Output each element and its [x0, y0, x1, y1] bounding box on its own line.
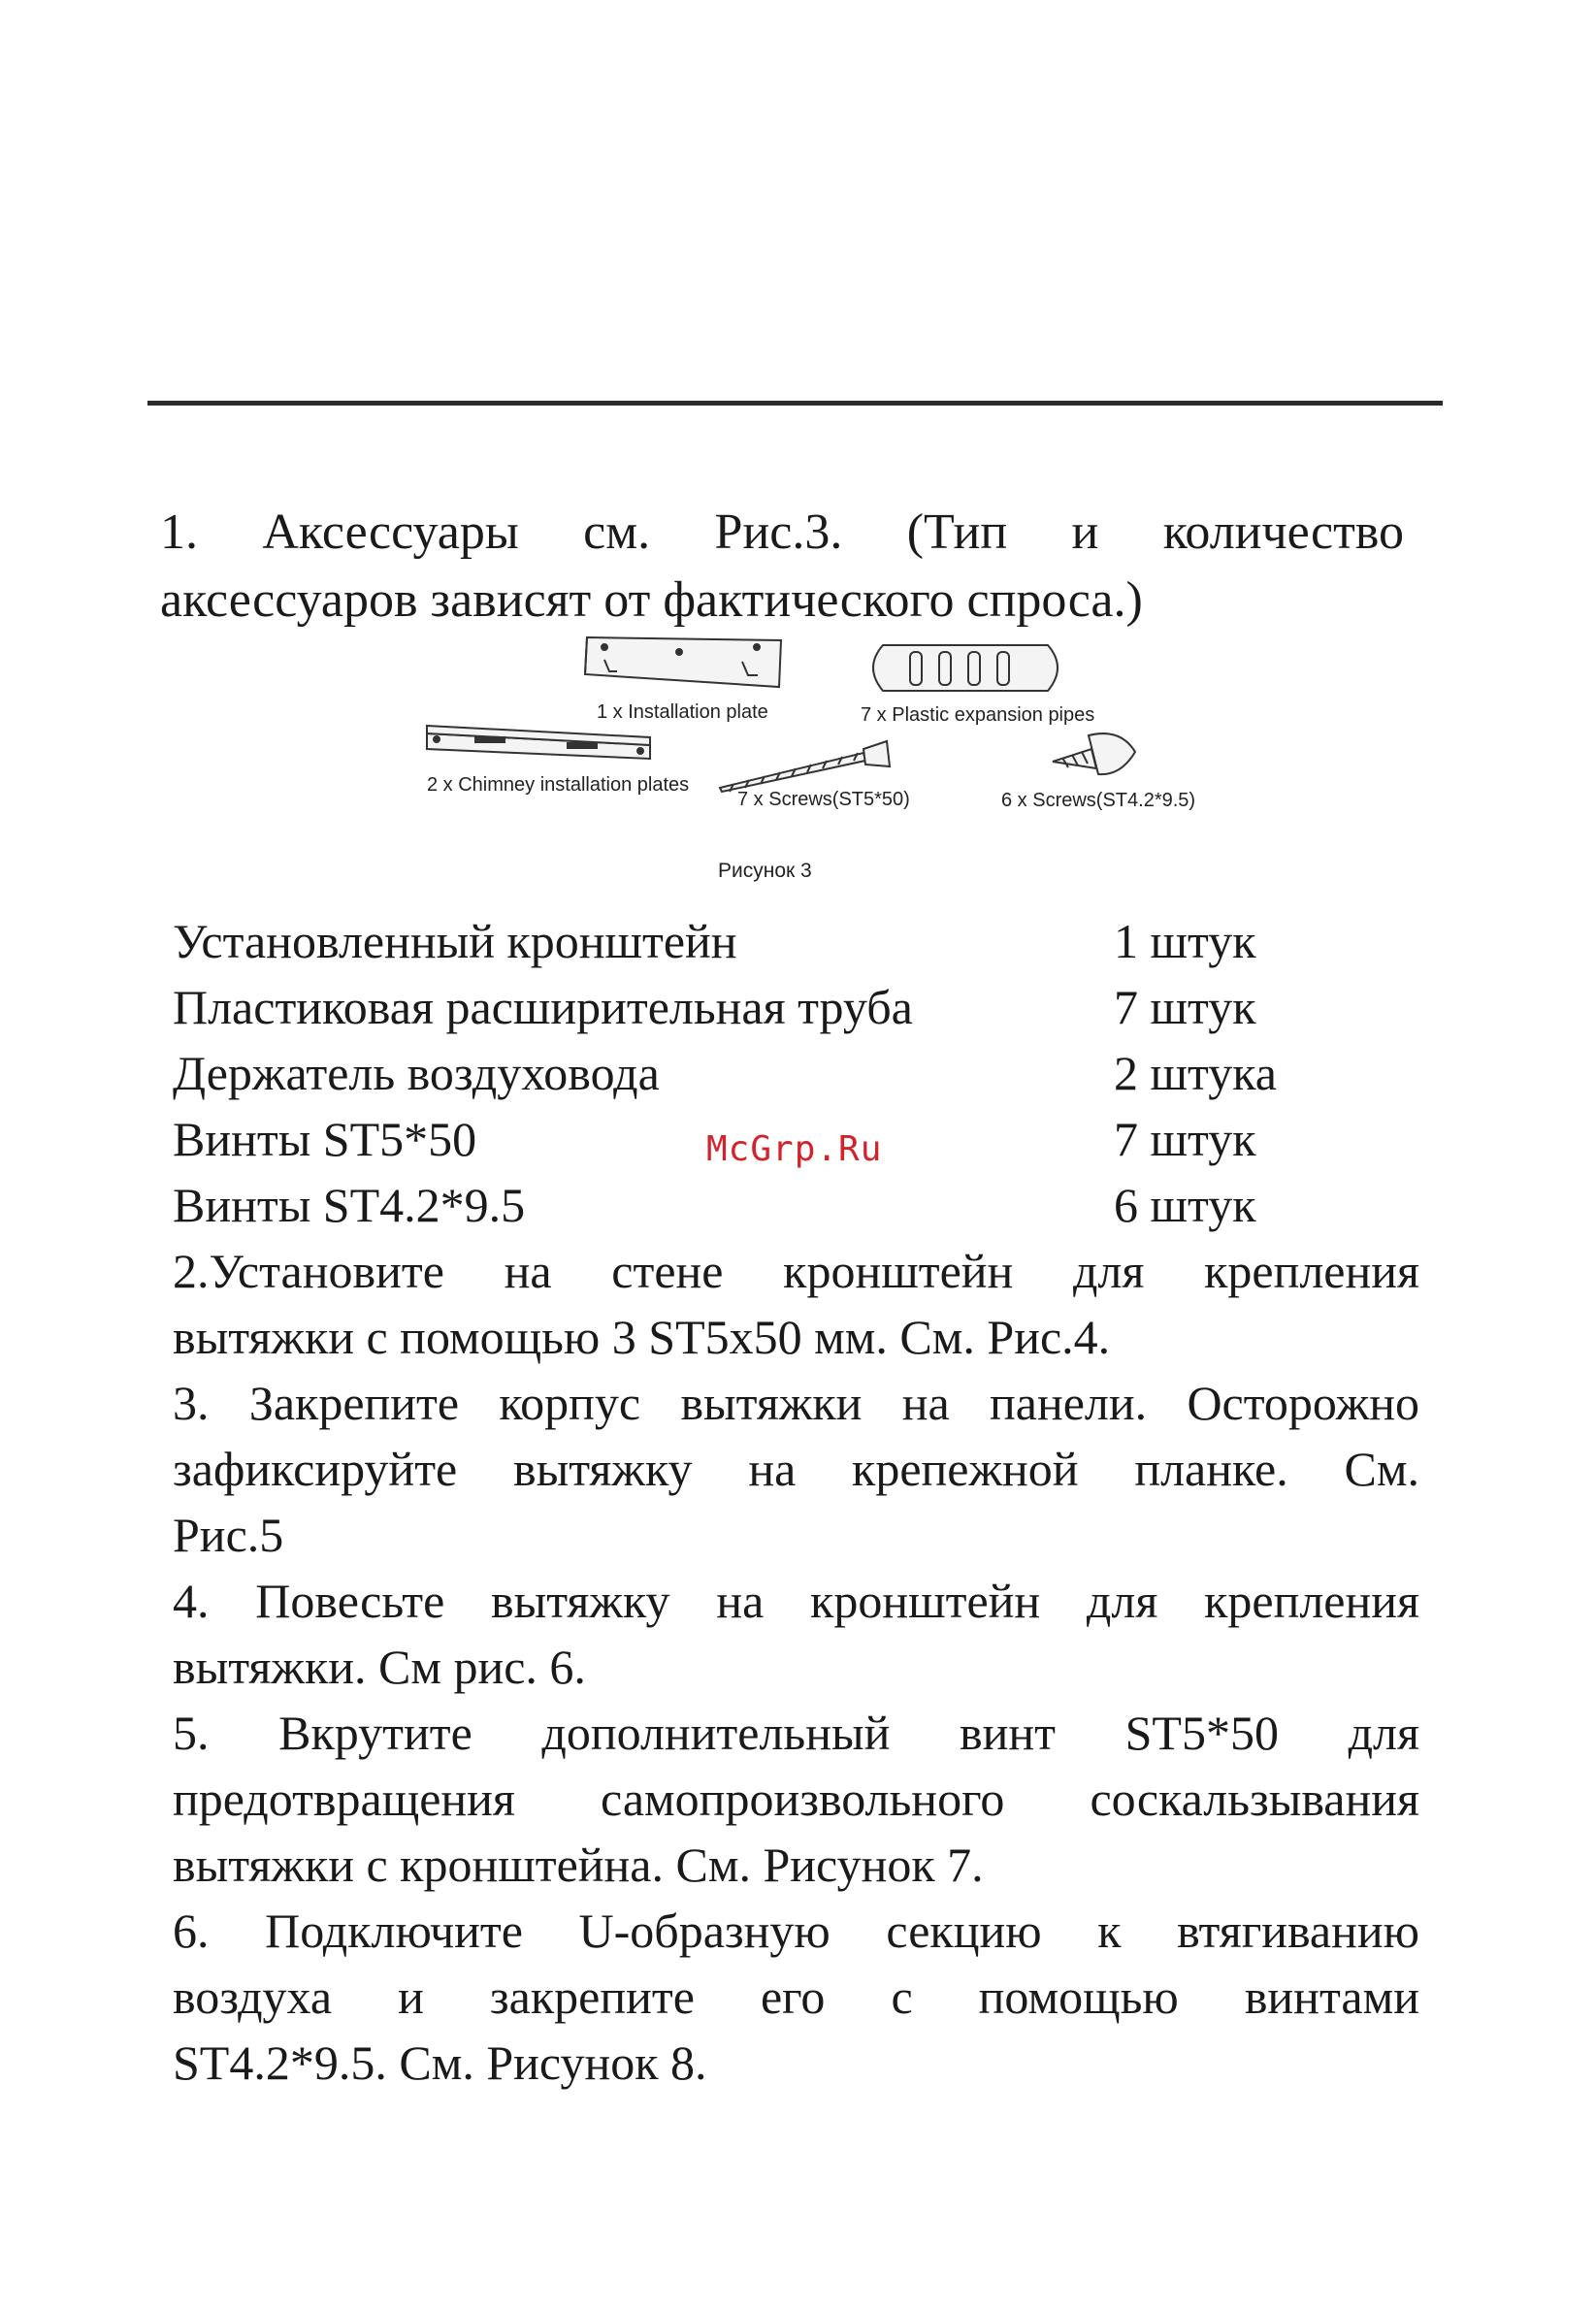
- expansion-pipes-label: 7 x Plastic expansion pipes: [861, 704, 1095, 726]
- screws-st5-label: 7 x Screws(ST5*50): [737, 789, 910, 810]
- chimney-plate-image: [427, 726, 650, 759]
- watermark: McGrp.Ru: [706, 1129, 883, 1169]
- installation-plate-image: [585, 637, 781, 687]
- step-line: вытяжки с помощью 3 ST5x50 мм. См. Рис.4.: [173, 1310, 1111, 1364]
- accessories-illustration: [407, 631, 1203, 883]
- accessory-qty: 2 штука: [1114, 1046, 1277, 1100]
- step-line: 3. Закрепите корпус вытяжки на панели. Осторожно: [173, 1376, 1419, 1430]
- installation-plate-label: 1 x Installation plate: [597, 701, 768, 723]
- chimney-plates-label: 2 x Chimney installation plates: [427, 774, 690, 796]
- accessory-name: Винты ST4.2*9.5: [173, 1178, 526, 1232]
- accessory-qty: 7 штук: [1114, 1112, 1256, 1166]
- step-5: [173, 1700, 1419, 1898]
- accessory-row: [173, 1172, 1337, 1238]
- step-line: вытяжки с кронштейна. См. Рисунок 7.: [173, 1838, 984, 1892]
- accessory-qty: 6 штук: [1114, 1178, 1256, 1232]
- screw-st5-image: [720, 741, 890, 792]
- step-4: [173, 1568, 1419, 1700]
- step-line: 2.Установите на стене кронштейн для крепления: [173, 1244, 1419, 1298]
- screws-st42-label: 6 x Screws(ST4.2*9.5): [1001, 790, 1196, 811]
- accessory-row: [173, 908, 1337, 974]
- accessory-name: Держатель воздуховода: [173, 1046, 660, 1100]
- step-6: [173, 1898, 1419, 2096]
- figure-caption: Рисунок 3: [718, 860, 812, 882]
- step-line: 5. Вкрутите дополнительный винт ST5*50 для: [173, 1706, 1419, 1760]
- step-line: 6. Подключите U-образную секцию к втягиванию: [173, 1904, 1419, 1958]
- intro-line-1: 1. Аксессуары см. Рис.3. (Тип и количество: [160, 505, 1404, 560]
- accessory-qty: 1 штук: [1114, 914, 1256, 968]
- step-line: предотвращения самопроизвольного соскальзывания: [173, 1772, 1419, 1826]
- accessory-row: [173, 1040, 1337, 1106]
- accessory-qty: 7 штук: [1114, 980, 1256, 1034]
- expansion-pipe-image: [873, 645, 1058, 691]
- header-rule: [147, 401, 1443, 406]
- accessory-row: [173, 974, 1337, 1040]
- accessory-name: Установленный кронштейн: [173, 914, 737, 968]
- screw-st42-image: [1053, 733, 1135, 774]
- accessories-figure: [407, 631, 1203, 883]
- step-3: [173, 1370, 1419, 1568]
- step-line: Рис.5: [173, 1508, 284, 1562]
- step-line: 4. Повесьте вытяжку на кронштейн для крепления: [173, 1574, 1419, 1628]
- accessory-name: Винты ST5*50: [173, 1112, 477, 1166]
- step-line: воздуха и закрепите его с помощью винтами: [173, 1969, 1419, 2024]
- accessory-name: Пластиковая расширительная труба: [173, 980, 913, 1034]
- step-line: вытяжки. См рис. 6.: [173, 1640, 586, 1694]
- step-line: зафиксируйте вытяжку на крепежной планке. См.: [173, 1442, 1419, 1496]
- intro-line-2: аксессуаров зависят от фактического спроса.): [160, 572, 1143, 628]
- step-2: [173, 1238, 1419, 1370]
- step-line: ST4.2*9.5. См. Рисунок 8.: [173, 2035, 707, 2090]
